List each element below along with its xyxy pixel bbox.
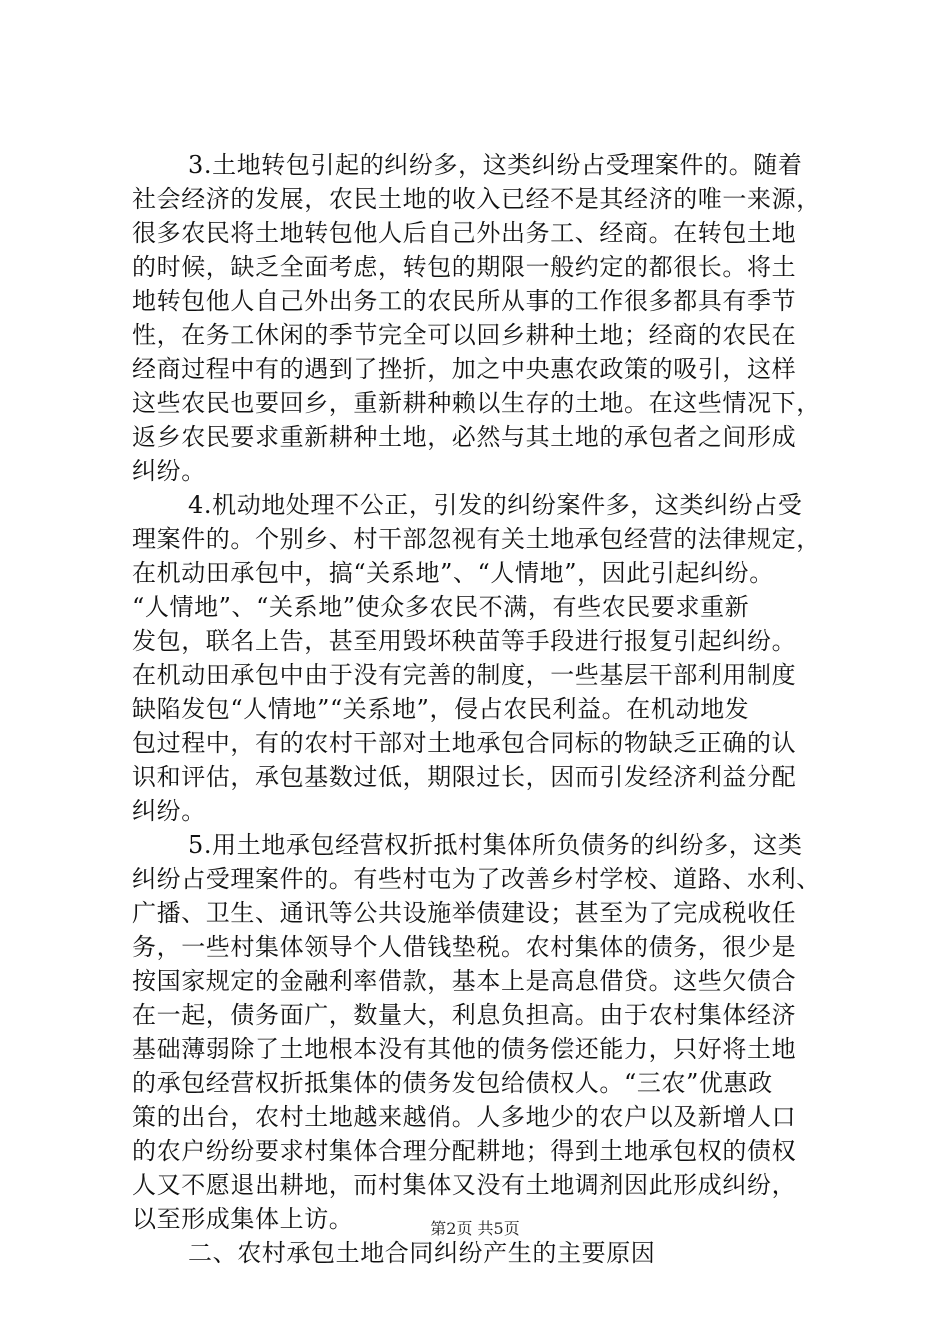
text-line: 在一起，债务面广，数量大，利息负担高。由于农村集体经济: [132, 1001, 797, 1029]
text-line: 的承包经营权折抵集体的债务发包给债权人。“三农”优惠政: [132, 1069, 773, 1097]
text-line: 在机动田承包中，搞“关系地”、“人情地”，因此引起纠纷。: [132, 559, 774, 587]
paragraph-land-subcontract-disputes: [132, 148, 832, 488]
text-line: 的时候，缺乏全面考虑，转包的期限一般约定的都很长。将土: [132, 253, 797, 281]
text-line: 纠纷。: [132, 797, 206, 825]
text-line: “人情地”、“关系地”使众多农民不满，有些农民要求重新: [132, 593, 750, 621]
text-line: 性，在务工休闲的季节完全可以回乡耕种土地；经商的农民在: [132, 321, 797, 349]
text-line: 很多农民将土地转包他人后自己外出务工、经商。在转包土地: [132, 219, 797, 247]
text-line: 缺陷发包“人情地”“关系地”，侵占农民利益。在机动地发: [132, 695, 750, 723]
text-line: 理案件的。个别乡、村干部忽视有关土地承包经营的法律规定，: [132, 525, 821, 553]
text-line: 以至形成集体上访。: [132, 1205, 354, 1233]
text-line: 策的出台，农村土地越来越俏。人多地少的农户以及新增人口: [132, 1103, 797, 1131]
section-heading-text: 二、农村承包土地合同纠纷产生的主要原因: [188, 1239, 656, 1267]
text-line: 5.用土地承包经营权折抵村集体所负债务的纠纷多，这类: [188, 831, 803, 859]
text-line: 经商过程中有的遇到了挫折，加之中央惠农政策的吸引，这样: [132, 355, 797, 383]
text-line: 广播、卫生、通讯等公共设施举债建设；甚至为了完成税收任: [132, 899, 797, 927]
text-line: 社会经济的发展，农民土地的收入已经不是其经济的唯一来源，: [132, 185, 821, 213]
text-line: 人又不愿退出耕地，而村集体又没有土地调剂因此形成纠纷，: [132, 1171, 797, 1199]
text-line: 纠纷。: [132, 457, 206, 485]
text-line: 返乡农民要求重新耕种土地，必然与其土地的承包者之间形成: [132, 423, 797, 451]
paragraph-debt-offset-disputes: [132, 828, 832, 1236]
page-number-footer: 第2页 共5页: [430, 1219, 520, 1238]
text-line: 3.土地转包引起的纠纷多，这类纠纷占受理案件的。随着: [188, 151, 803, 179]
text-line: 务，一些村集体领导个人借钱垫税。农村集体的债务，很少是: [132, 933, 797, 961]
section-heading: [132, 1236, 832, 1270]
text-line: 4.机动地处理不公正，引发的纠纷案件多，这类纠纷占受: [188, 491, 803, 519]
text-line: 这些农民也要回乡，重新耕种赖以生存的土地。在这些情况下，: [132, 389, 821, 417]
text-line: 包过程中，有的农村干部对土地承包合同标的物缺乏正确的认: [132, 729, 797, 757]
text-line: 基础薄弱除了土地根本没有其他的债务偿还能力，只好将土地: [132, 1035, 797, 1063]
paragraph-reserve-land-disputes: [132, 488, 832, 828]
text-line: 发包，联名上告，甚至用毁坏秧苗等手段进行报复引起纠纷。: [132, 627, 797, 655]
text-line: 纠纷占受理案件的。有些村屯为了改善乡村学校、道路、水利、: [132, 865, 821, 893]
text-line: 的农户纷纷要求村集体合理分配耕地；得到土地承包权的债权: [132, 1137, 797, 1165]
text-line: 地转包他人自己外出务工的农民所从事的工作很多都具有季节: [132, 287, 797, 315]
text-line: 在机动田承包中由于没有完善的制度，一些基层干部利用制度: [132, 661, 797, 689]
text-line: 识和评估，承包基数过低，期限过长，因而引发经济利益分配: [132, 763, 797, 791]
text-line: 按国家规定的金融利率借款，基本上是高息借贷。这些欠债合: [132, 967, 797, 995]
document-body: [132, 148, 832, 1270]
